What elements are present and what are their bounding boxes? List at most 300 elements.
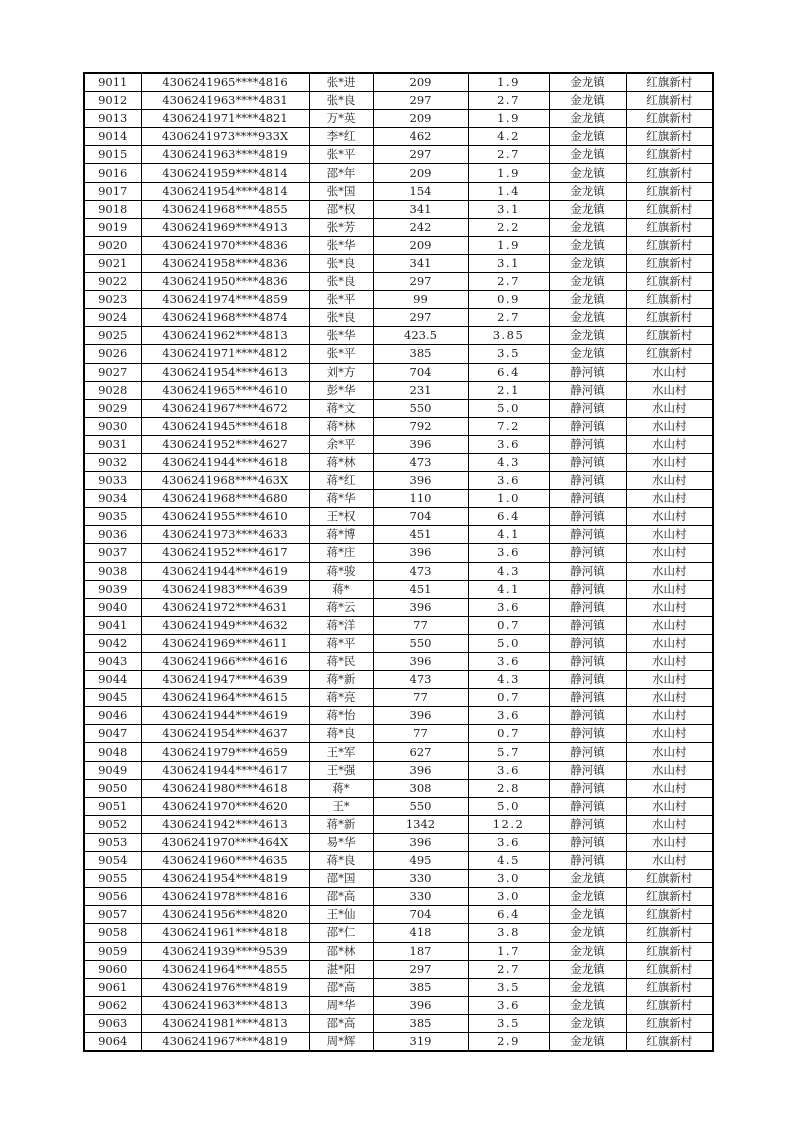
id-number-cell: 4306241944****4619 — [141, 707, 309, 725]
village-cell: 水山村 — [626, 453, 713, 471]
name-cell: 蒋*林 — [309, 453, 373, 471]
table-row — [84, 508, 713, 526]
table-row — [84, 435, 713, 453]
row-number-cell: 9049 — [84, 761, 141, 779]
village-cell: 红旗新村 — [626, 218, 713, 236]
table-row — [84, 490, 713, 508]
village-cell: 红旗新村 — [626, 236, 713, 254]
table-row — [84, 218, 713, 236]
amount-cell: 3.85 — [468, 327, 549, 345]
town-cell: 静河镇 — [549, 653, 626, 671]
area-cell: 423.5 — [373, 327, 468, 345]
town-cell: 静河镇 — [549, 417, 626, 435]
village-cell: 红旗新村 — [626, 164, 713, 182]
town-cell: 金龙镇 — [549, 146, 626, 164]
amount-cell: 2.7 — [468, 273, 549, 291]
amount-cell: 5.0 — [468, 797, 549, 815]
town-cell: 静河镇 — [549, 761, 626, 779]
town-cell: 金龙镇 — [549, 218, 626, 236]
area-cell: 242 — [373, 218, 468, 236]
village-cell: 水山村 — [626, 363, 713, 381]
village-cell: 红旗新村 — [626, 942, 713, 960]
name-cell: 易*华 — [309, 833, 373, 851]
town-cell: 静河镇 — [549, 381, 626, 399]
row-number-cell: 9047 — [84, 725, 141, 743]
name-cell: 邵*权 — [309, 200, 373, 218]
row-number-cell: 9042 — [84, 634, 141, 652]
name-cell: 王* — [309, 797, 373, 815]
id-number-cell: 4306241965****4816 — [141, 73, 309, 92]
town-cell: 静河镇 — [549, 815, 626, 833]
id-number-cell: 4306241967****4672 — [141, 399, 309, 417]
amount-cell: 5.0 — [468, 399, 549, 417]
town-cell: 金龙镇 — [549, 924, 626, 942]
name-cell: 邵*仁 — [309, 924, 373, 942]
town-cell: 静河镇 — [549, 833, 626, 851]
name-cell: 蒋* — [309, 580, 373, 598]
amount-cell: 4.2 — [468, 128, 549, 146]
amount-cell: 3.5 — [468, 978, 549, 996]
table-row — [84, 996, 713, 1014]
amount-cell: 1.0 — [468, 490, 549, 508]
amount-cell: 12.2 — [468, 815, 549, 833]
village-cell: 水山村 — [626, 598, 713, 616]
table-row — [84, 128, 713, 146]
amount-cell: 3.1 — [468, 254, 549, 272]
row-number-cell: 9060 — [84, 960, 141, 978]
id-number-cell: 4306241978****4816 — [141, 888, 309, 906]
table-row — [84, 580, 713, 598]
name-cell: 张*平 — [309, 291, 373, 309]
row-number-cell: 9035 — [84, 508, 141, 526]
id-number-cell: 4306241945****4618 — [141, 417, 309, 435]
amount-cell: 0.7 — [468, 725, 549, 743]
id-number-cell: 4306241968****4680 — [141, 490, 309, 508]
town-cell: 金龙镇 — [549, 236, 626, 254]
village-cell: 红旗新村 — [626, 996, 713, 1014]
row-number-cell: 9038 — [84, 562, 141, 580]
village-cell: 水山村 — [626, 743, 713, 761]
table-row — [84, 833, 713, 851]
name-cell: 张*华 — [309, 236, 373, 254]
row-number-cell: 9037 — [84, 544, 141, 562]
name-cell: 蒋*博 — [309, 526, 373, 544]
town-cell: 金龙镇 — [549, 1032, 626, 1051]
table-row — [84, 978, 713, 996]
amount-cell: 3.6 — [468, 544, 549, 562]
name-cell: 蒋*文 — [309, 399, 373, 417]
village-cell: 红旗新村 — [626, 1032, 713, 1051]
row-number-cell: 9055 — [84, 870, 141, 888]
town-cell: 静河镇 — [549, 472, 626, 490]
area-cell: 297 — [373, 960, 468, 978]
village-cell: 水山村 — [626, 653, 713, 671]
village-cell: 红旗新村 — [626, 273, 713, 291]
table-row — [84, 73, 713, 92]
name-cell: 邵*高 — [309, 888, 373, 906]
row-number-cell: 9031 — [84, 435, 141, 453]
town-cell: 金龙镇 — [549, 978, 626, 996]
amount-cell: 4.3 — [468, 671, 549, 689]
name-cell: 王*军 — [309, 743, 373, 761]
area-cell: 231 — [373, 381, 468, 399]
town-cell: 金龙镇 — [549, 164, 626, 182]
town-cell: 金龙镇 — [549, 291, 626, 309]
row-number-cell: 9020 — [84, 236, 141, 254]
row-number-cell: 9028 — [84, 381, 141, 399]
id-number-cell: 4306241980****4618 — [141, 779, 309, 797]
id-number-cell: 4306241976****4819 — [141, 978, 309, 996]
row-number-cell: 9036 — [84, 526, 141, 544]
id-number-cell: 4306241944****4618 — [141, 453, 309, 471]
area-cell: 330 — [373, 870, 468, 888]
area-cell: 396 — [373, 833, 468, 851]
village-cell: 水山村 — [626, 833, 713, 851]
town-cell: 静河镇 — [549, 562, 626, 580]
area-cell: 396 — [373, 653, 468, 671]
name-cell: 余*平 — [309, 435, 373, 453]
id-number-cell: 4306241969****4913 — [141, 218, 309, 236]
area-cell: 385 — [373, 345, 468, 363]
village-cell: 红旗新村 — [626, 345, 713, 363]
village-cell: 水山村 — [626, 725, 713, 743]
area-cell: 187 — [373, 942, 468, 960]
village-cell: 水山村 — [626, 526, 713, 544]
village-cell: 红旗新村 — [626, 254, 713, 272]
amount-cell: 3.6 — [468, 435, 549, 453]
area-cell: 396 — [373, 996, 468, 1014]
row-number-cell: 9022 — [84, 273, 141, 291]
table-row — [84, 417, 713, 435]
row-number-cell: 9015 — [84, 146, 141, 164]
amount-cell: 4.1 — [468, 580, 549, 598]
village-cell: 红旗新村 — [626, 92, 713, 110]
amount-cell: 3.5 — [468, 345, 549, 363]
table-row — [84, 634, 713, 652]
table-row — [84, 146, 713, 164]
name-cell: 蒋*亮 — [309, 689, 373, 707]
name-cell: 邵*林 — [309, 942, 373, 960]
id-number-cell: 4306241963****4831 — [141, 92, 309, 110]
id-number-cell: 4306241954****4819 — [141, 870, 309, 888]
town-cell: 静河镇 — [549, 616, 626, 634]
table-row — [84, 815, 713, 833]
village-cell: 水山村 — [626, 435, 713, 453]
name-cell: 王*强 — [309, 761, 373, 779]
village-cell: 红旗新村 — [626, 960, 713, 978]
name-cell: 邵*高 — [309, 1014, 373, 1032]
name-cell: 蒋*平 — [309, 634, 373, 652]
table-row — [84, 653, 713, 671]
name-cell: 王*权 — [309, 508, 373, 526]
table-row — [84, 725, 713, 743]
id-number-cell: 4306241969****4611 — [141, 634, 309, 652]
town-cell: 金龙镇 — [549, 327, 626, 345]
id-number-cell: 4306241954****4814 — [141, 182, 309, 200]
amount-cell: 1.9 — [468, 164, 549, 182]
row-number-cell: 9019 — [84, 218, 141, 236]
area-cell: 396 — [373, 435, 468, 453]
data-table — [83, 72, 714, 1052]
table-row — [84, 472, 713, 490]
area-cell: 550 — [373, 399, 468, 417]
amount-cell: 1.9 — [468, 236, 549, 254]
table-row — [84, 1014, 713, 1032]
amount-cell: 0.7 — [468, 616, 549, 634]
village-cell: 红旗新村 — [626, 182, 713, 200]
area-cell: 704 — [373, 508, 468, 526]
village-cell: 水山村 — [626, 544, 713, 562]
id-number-cell: 4306241960****4635 — [141, 852, 309, 870]
name-cell: 邵*国 — [309, 870, 373, 888]
name-cell: 蒋*庄 — [309, 544, 373, 562]
name-cell: 周*辉 — [309, 1032, 373, 1051]
village-cell: 红旗新村 — [626, 73, 713, 92]
id-number-cell: 4306241958****4836 — [141, 254, 309, 272]
village-cell: 水山村 — [626, 472, 713, 490]
id-number-cell: 4306241954****4637 — [141, 725, 309, 743]
id-number-cell: 4306241964****4855 — [141, 960, 309, 978]
town-cell: 静河镇 — [549, 544, 626, 562]
id-number-cell: 4306241968****463X — [141, 472, 309, 490]
row-number-cell: 9029 — [84, 399, 141, 417]
village-cell: 水山村 — [626, 797, 713, 815]
village-cell: 水山村 — [626, 815, 713, 833]
row-number-cell: 9017 — [84, 182, 141, 200]
id-number-cell: 4306241963****4813 — [141, 996, 309, 1014]
table-row — [84, 291, 713, 309]
town-cell: 静河镇 — [549, 435, 626, 453]
id-number-cell: 4306241965****4610 — [141, 381, 309, 399]
row-number-cell: 9025 — [84, 327, 141, 345]
village-cell: 红旗新村 — [626, 291, 713, 309]
id-number-cell: 4306241955****4610 — [141, 508, 309, 526]
amount-cell: 2.7 — [468, 309, 549, 327]
town-cell: 金龙镇 — [549, 200, 626, 218]
town-cell: 金龙镇 — [549, 942, 626, 960]
village-cell: 红旗新村 — [626, 978, 713, 996]
town-cell: 静河镇 — [549, 852, 626, 870]
town-cell: 金龙镇 — [549, 92, 626, 110]
table-row — [84, 254, 713, 272]
row-number-cell: 9033 — [84, 472, 141, 490]
amount-cell: 1.4 — [468, 182, 549, 200]
amount-cell: 2.9 — [468, 1032, 549, 1051]
table-row — [84, 852, 713, 870]
row-number-cell: 9013 — [84, 110, 141, 128]
amount-cell: 6.4 — [468, 906, 549, 924]
village-cell: 水山村 — [626, 562, 713, 580]
amount-cell: 4.3 — [468, 453, 549, 471]
name-cell: 蒋*怡 — [309, 707, 373, 725]
name-cell: 张*芳 — [309, 218, 373, 236]
area-cell: 154 — [373, 182, 468, 200]
town-cell: 金龙镇 — [549, 254, 626, 272]
area-cell: 209 — [373, 110, 468, 128]
village-cell: 水山村 — [626, 707, 713, 725]
area-cell: 77 — [373, 725, 468, 743]
town-cell: 静河镇 — [549, 671, 626, 689]
id-number-cell: 4306241971****4821 — [141, 110, 309, 128]
town-cell: 静河镇 — [549, 725, 626, 743]
table-row — [84, 942, 713, 960]
area-cell: 704 — [373, 363, 468, 381]
id-number-cell: 4306241970****464X — [141, 833, 309, 851]
area-cell: 297 — [373, 92, 468, 110]
name-cell: 蒋*良 — [309, 852, 373, 870]
table-row — [84, 689, 713, 707]
id-number-cell: 4306241954****4613 — [141, 363, 309, 381]
town-cell: 静河镇 — [549, 707, 626, 725]
name-cell: 蒋*云 — [309, 598, 373, 616]
id-number-cell: 4306241962****4813 — [141, 327, 309, 345]
amount-cell: 7.2 — [468, 417, 549, 435]
village-cell: 水山村 — [626, 417, 713, 435]
table-row — [84, 671, 713, 689]
village-cell: 红旗新村 — [626, 200, 713, 218]
row-number-cell: 9018 — [84, 200, 141, 218]
area-cell: 451 — [373, 526, 468, 544]
name-cell: 邵*高 — [309, 978, 373, 996]
town-cell: 静河镇 — [549, 743, 626, 761]
table-row — [84, 870, 713, 888]
town-cell: 静河镇 — [549, 598, 626, 616]
amount-cell: 3.6 — [468, 761, 549, 779]
area-cell: 396 — [373, 598, 468, 616]
area-cell: 462 — [373, 128, 468, 146]
name-cell: 张*华 — [309, 327, 373, 345]
table-row — [84, 598, 713, 616]
id-number-cell: 4306241973****933X — [141, 128, 309, 146]
name-cell: 蒋*林 — [309, 417, 373, 435]
village-cell: 水山村 — [626, 634, 713, 652]
town-cell: 金龙镇 — [549, 1014, 626, 1032]
area-cell: 473 — [373, 671, 468, 689]
table-row — [84, 906, 713, 924]
name-cell: 蒋*民 — [309, 653, 373, 671]
row-number-cell: 9032 — [84, 453, 141, 471]
name-cell: 邵*年 — [309, 164, 373, 182]
row-number-cell: 9056 — [84, 888, 141, 906]
village-cell: 水山村 — [626, 779, 713, 797]
row-number-cell: 9057 — [84, 906, 141, 924]
town-cell: 静河镇 — [549, 797, 626, 815]
row-number-cell: 9011 — [84, 73, 141, 92]
amount-cell: 3.6 — [468, 833, 549, 851]
area-cell: 99 — [373, 291, 468, 309]
town-cell: 静河镇 — [549, 508, 626, 526]
row-number-cell: 9023 — [84, 291, 141, 309]
table-row — [84, 182, 713, 200]
area-cell: 451 — [373, 580, 468, 598]
area-cell: 396 — [373, 544, 468, 562]
table-row — [84, 960, 713, 978]
amount-cell: 3.6 — [468, 707, 549, 725]
area-cell: 418 — [373, 924, 468, 942]
amount-cell: 3.5 — [468, 1014, 549, 1032]
row-number-cell: 9024 — [84, 309, 141, 327]
name-cell: 蒋*华 — [309, 490, 373, 508]
amount-cell: 2.7 — [468, 960, 549, 978]
amount-cell: 2.7 — [468, 92, 549, 110]
town-cell: 金龙镇 — [549, 128, 626, 146]
id-number-cell: 4306241961****4818 — [141, 924, 309, 942]
town-cell: 静河镇 — [549, 399, 626, 417]
amount-cell: 2.2 — [468, 218, 549, 236]
table-row — [84, 273, 713, 291]
amount-cell: 3.6 — [468, 598, 549, 616]
table-row — [84, 616, 713, 634]
name-cell: 蒋*新 — [309, 671, 373, 689]
table-row — [84, 200, 713, 218]
town-cell: 静河镇 — [549, 453, 626, 471]
area-cell: 1342 — [373, 815, 468, 833]
name-cell: 张*进 — [309, 73, 373, 92]
table-row — [84, 761, 713, 779]
village-cell: 红旗新村 — [626, 110, 713, 128]
area-cell: 396 — [373, 761, 468, 779]
id-number-cell: 4306241968****4855 — [141, 200, 309, 218]
id-number-cell: 4306241972****4631 — [141, 598, 309, 616]
town-cell: 静河镇 — [549, 363, 626, 381]
village-cell: 红旗新村 — [626, 870, 713, 888]
name-cell: 张*良 — [309, 92, 373, 110]
id-number-cell: 4306241964****4615 — [141, 689, 309, 707]
amount-cell: 1.9 — [468, 110, 549, 128]
town-cell: 静河镇 — [549, 526, 626, 544]
town-cell: 静河镇 — [549, 689, 626, 707]
town-cell: 金龙镇 — [549, 960, 626, 978]
amount-cell: 3.6 — [468, 653, 549, 671]
name-cell: 刘*方 — [309, 363, 373, 381]
row-number-cell: 9044 — [84, 671, 141, 689]
id-number-cell: 4306241950****4836 — [141, 273, 309, 291]
town-cell: 金龙镇 — [549, 110, 626, 128]
village-cell: 水山村 — [626, 580, 713, 598]
village-cell: 水山村 — [626, 616, 713, 634]
id-number-cell: 4306241944****4619 — [141, 562, 309, 580]
id-number-cell: 4306241971****4812 — [141, 345, 309, 363]
table-row — [84, 399, 713, 417]
village-cell: 红旗新村 — [626, 888, 713, 906]
row-number-cell: 9062 — [84, 996, 141, 1014]
row-number-cell: 9059 — [84, 942, 141, 960]
table-row — [84, 544, 713, 562]
table-row — [84, 327, 713, 345]
town-cell: 静河镇 — [549, 490, 626, 508]
town-cell: 金龙镇 — [549, 996, 626, 1014]
village-cell: 水山村 — [626, 761, 713, 779]
name-cell: 蒋*新 — [309, 815, 373, 833]
name-cell: 张*平 — [309, 345, 373, 363]
village-cell: 红旗新村 — [626, 146, 713, 164]
table-row — [84, 164, 713, 182]
amount-cell: 0.7 — [468, 689, 549, 707]
village-cell: 水山村 — [626, 852, 713, 870]
table-row — [84, 779, 713, 797]
area-cell: 627 — [373, 743, 468, 761]
id-number-cell: 4306241968****4874 — [141, 309, 309, 327]
table-row — [84, 707, 713, 725]
village-cell: 红旗新村 — [626, 309, 713, 327]
table-row — [84, 453, 713, 471]
area-cell: 704 — [373, 906, 468, 924]
row-number-cell: 9039 — [84, 580, 141, 598]
name-cell: 万*英 — [309, 110, 373, 128]
id-number-cell: 4306241973****4633 — [141, 526, 309, 544]
village-cell: 水山村 — [626, 381, 713, 399]
id-number-cell: 4306241970****4836 — [141, 236, 309, 254]
